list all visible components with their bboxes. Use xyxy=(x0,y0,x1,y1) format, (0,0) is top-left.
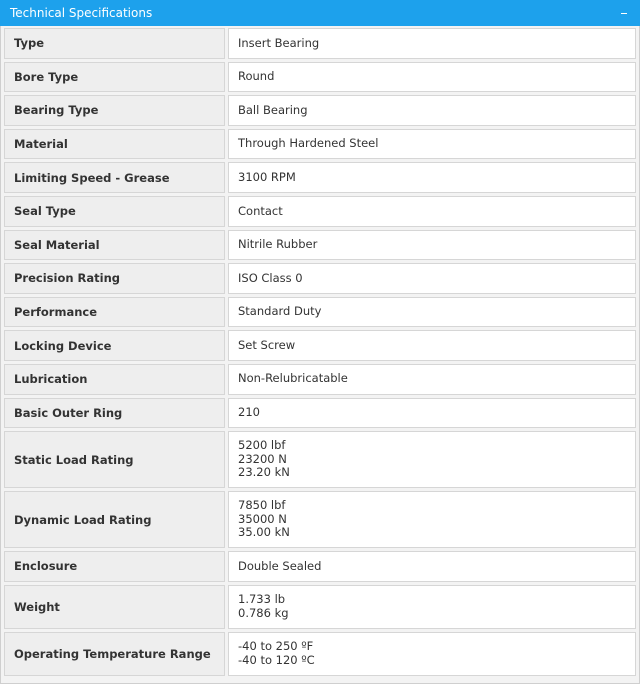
spec-value-line: 35000 N xyxy=(238,511,287,526)
spec-value-line: ISO Class 0 xyxy=(238,270,303,285)
spec-table-container xyxy=(0,26,640,684)
spec-value-line: Double Sealed xyxy=(238,558,322,573)
spec-label: Seal Material xyxy=(4,230,225,261)
spec-label: Dynamic Load Rating xyxy=(4,491,225,548)
table-row xyxy=(4,364,636,395)
minus-icon[interactable] xyxy=(618,0,630,26)
spec-value-line: -40 to 120 ºC xyxy=(238,652,315,667)
spec-value xyxy=(228,162,636,193)
table-row xyxy=(4,297,636,328)
panel-header[interactable] xyxy=(0,0,640,26)
spec-value xyxy=(228,95,636,126)
spec-label: Lubrication xyxy=(4,364,225,395)
spec-value-line: Insert Bearing xyxy=(238,35,320,50)
spec-label: Performance xyxy=(4,297,225,328)
spec-label: Type xyxy=(4,28,225,59)
spec-value xyxy=(228,585,636,629)
spec-label: Precision Rating xyxy=(4,263,225,294)
spec-value xyxy=(228,62,636,93)
spec-value-line: -40 to 250 ºF xyxy=(238,639,314,654)
spec-value xyxy=(228,632,636,676)
spec-value xyxy=(228,491,636,548)
table-row xyxy=(4,632,636,676)
table-row xyxy=(4,62,636,93)
spec-label: Weight xyxy=(4,585,225,629)
table-row xyxy=(4,431,636,488)
table-row xyxy=(4,585,636,629)
table-row xyxy=(4,230,636,261)
spec-value-line: Set Screw xyxy=(238,337,296,352)
spec-value-line: Round xyxy=(238,69,275,84)
table-row xyxy=(4,95,636,126)
spec-value xyxy=(228,431,636,488)
spec-value-line: Contact xyxy=(238,203,283,218)
spec-table xyxy=(1,25,639,679)
spec-value-line: Standard Duty xyxy=(238,304,322,319)
table-row xyxy=(4,491,636,548)
spec-value xyxy=(228,129,636,160)
spec-value xyxy=(228,28,636,59)
panel-title: Technical Specifications xyxy=(10,6,153,20)
spec-label: Material xyxy=(4,129,225,160)
spec-value-line: Nitrile Rubber xyxy=(238,237,318,252)
table-row xyxy=(4,330,636,361)
spec-value-line: 3100 RPM xyxy=(238,169,296,184)
spec-label: Bearing Type xyxy=(4,95,225,126)
spec-value-line: 1.733 lb xyxy=(238,592,286,607)
spec-label: Seal Type xyxy=(4,196,225,227)
spec-label: Basic Outer Ring xyxy=(4,398,225,429)
spec-value-line: 210 xyxy=(238,405,260,420)
spec-value-line: 7850 lbf xyxy=(238,498,286,513)
table-row xyxy=(4,263,636,294)
table-row xyxy=(4,129,636,160)
spec-value xyxy=(228,230,636,261)
table-row xyxy=(4,162,636,193)
spec-value-line: 23.20 kN xyxy=(238,465,290,480)
spec-value xyxy=(228,398,636,429)
spec-value xyxy=(228,297,636,328)
spec-value xyxy=(228,330,636,361)
spec-value-line: 0.786 kg xyxy=(238,605,289,620)
spec-value xyxy=(228,196,636,227)
table-row xyxy=(4,398,636,429)
table-row xyxy=(4,551,636,582)
spec-label: Enclosure xyxy=(4,551,225,582)
spec-label: Static Load Rating xyxy=(4,431,225,488)
spec-value-line: 5200 lbf xyxy=(238,438,286,453)
spec-value xyxy=(228,364,636,395)
spec-label: Operating Temperature Range xyxy=(4,632,225,676)
spec-value-line: Non-Relubricatable xyxy=(238,371,348,386)
spec-label: Bore Type xyxy=(4,62,225,93)
spec-value-line: Through Hardened Steel xyxy=(238,136,379,151)
spec-value-line: Ball Bearing xyxy=(238,102,308,117)
spec-value-line: 23200 N xyxy=(238,451,287,466)
spec-value xyxy=(228,263,636,294)
table-row xyxy=(4,28,636,59)
spec-label: Locking Device xyxy=(4,330,225,361)
spec-value xyxy=(228,551,636,582)
spec-label: Limiting Speed - Grease xyxy=(4,162,225,193)
spec-value-line: 35.00 kN xyxy=(238,525,290,540)
table-row xyxy=(4,196,636,227)
